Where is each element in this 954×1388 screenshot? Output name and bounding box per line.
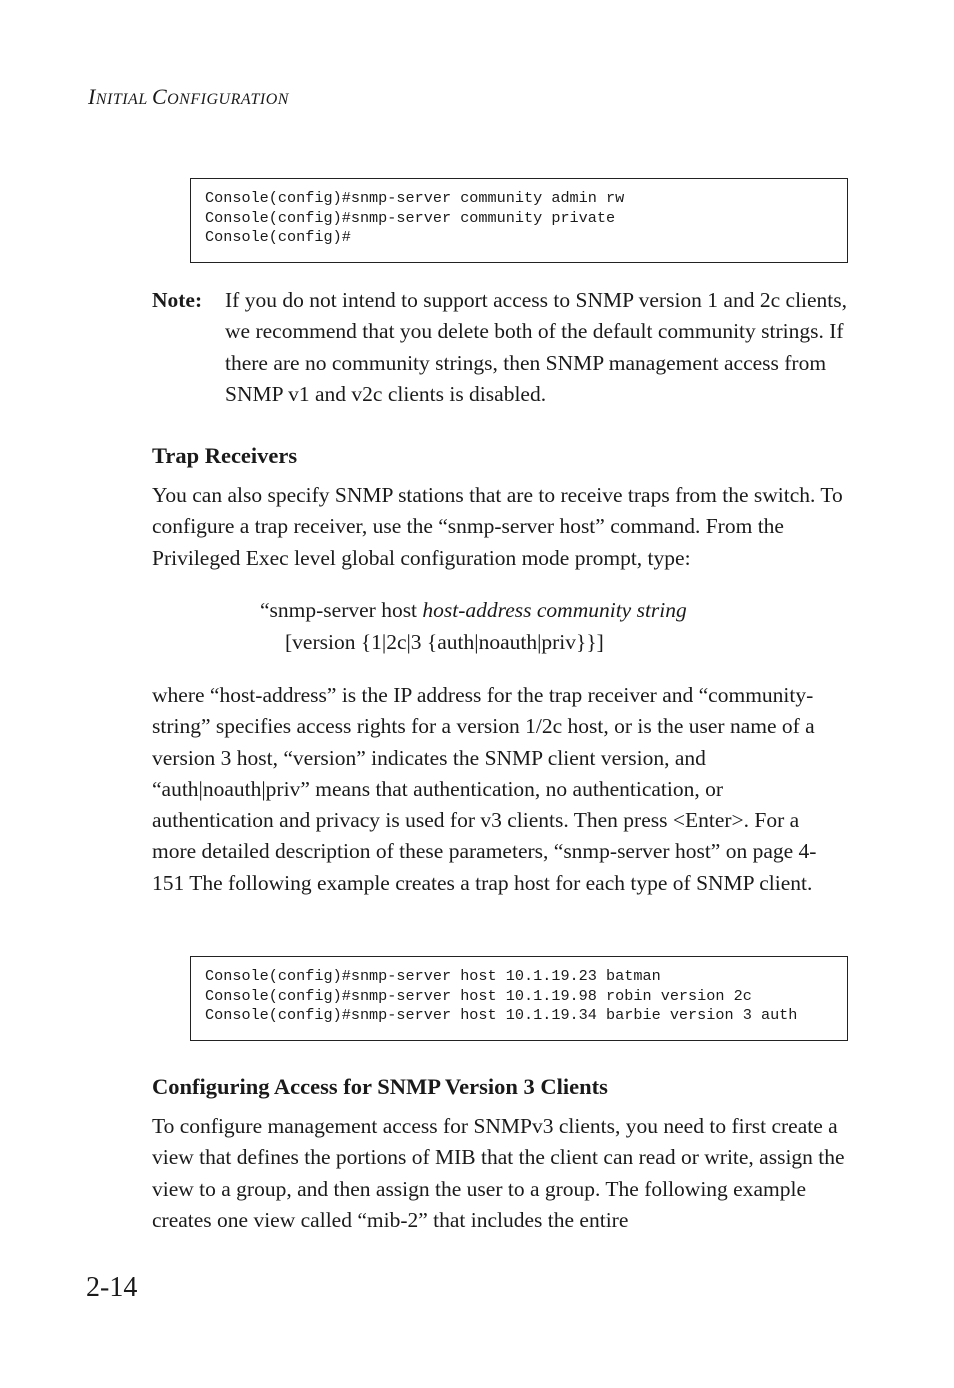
command-syntax-line2: [version {1|2c|3 {auth|noauth|priv}}] bbox=[285, 630, 604, 654]
trap-explanation-paragraph: where “host-address” is the IP address for the trap receiver and “community-string” specifies access rights for a version 1/2c host, or is the user name of a version 3 host, “version” indicates the SNMP client version, and “auth|noauth|priv” means that authentication, no authentication, or authentication and privacy is used for v3 clients. Then press <Enter>. For a more detailed description of these parameters, “snmp-server host” on page 4-151 The following example creates a trap host for each type of SNMP client. bbox=[152, 683, 817, 895]
command-syntax-line1 bbox=[260, 595, 687, 626]
running-header-cap2: C bbox=[151, 84, 168, 109]
heading-snmpv3-access: Configuring Access for SNMP Version 3 Clients bbox=[152, 1074, 608, 1099]
note-label: Note: bbox=[152, 288, 203, 312]
code-block-community bbox=[190, 178, 848, 263]
code-line: Console(config)#snmp-server community private bbox=[205, 208, 616, 227]
command-prefix: “snmp-server host bbox=[260, 598, 423, 622]
running-header bbox=[88, 84, 289, 110]
code-line: Console(config)# bbox=[205, 228, 351, 246]
running-header-cap1: I bbox=[88, 84, 96, 109]
code-block-trap-hosts bbox=[190, 956, 848, 1041]
running-header-rest1: NITIAL bbox=[95, 91, 152, 108]
page-number: 2-14 bbox=[86, 1272, 138, 1303]
note-text: If you do not intend to support access to SNMP version 1 and 2c clients, we recommend that you delete both of the default community strings. If there are no community strings, then SNMP management access from SNMP v1 and v2c clients is disabled. bbox=[225, 288, 848, 406]
command-params: host-address community string bbox=[422, 598, 687, 622]
code-line: Console(config)#snmp-server community admin rw bbox=[205, 189, 625, 207]
snmpv3-paragraph: To configure management access for SNMPv3 clients, you need to first create a view that defines the portions of MIB that the client can read or write, assign the view to a group, and then assign the user to a group. The following example creates one view called “mib-2” that includes the entire bbox=[152, 1114, 845, 1232]
code-line: Console(config)#snmp-server host 10.1.19.23 batman bbox=[205, 967, 661, 985]
trap-intro-paragraph: You can also specify SNMP stations that are to receive traps from the switch. To configure a trap receiver, use the “snmp-server host” command. From the Privileged Exec level global configuration mode prompt, type: bbox=[152, 483, 843, 570]
heading-trap-receivers: Trap Receivers bbox=[152, 443, 298, 468]
running-header-rest2: ONFIGURATION bbox=[167, 91, 289, 108]
code-line: Console(config)#snmp-server host 10.1.19.34 barbie version 3 auth bbox=[205, 1006, 798, 1024]
code-line: Console(config)#snmp-server host 10.1.19.98 robin version 2c bbox=[205, 986, 752, 1005]
